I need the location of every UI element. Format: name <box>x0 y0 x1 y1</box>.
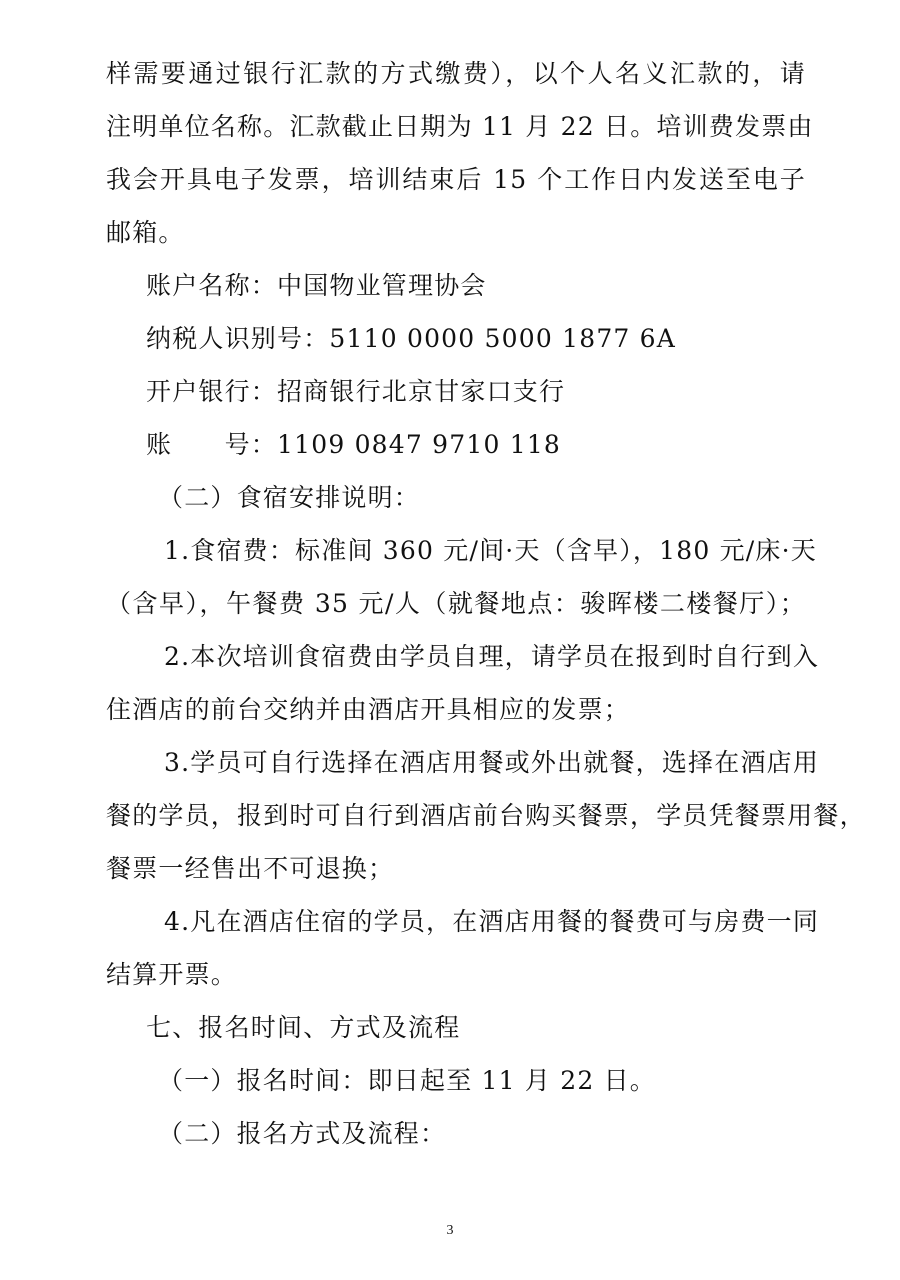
item-4-line-2: 结算开票。 <box>106 960 238 989</box>
account-number-line: 账 号：1109 0847 9710 118 <box>146 430 562 459</box>
paragraph-line-2: 注明单位名称。汇款截止日期为 11 月 22 日。培训费发票由 <box>106 112 814 141</box>
section-heading-registration: 七、报名时间、方式及流程 <box>146 1013 461 1042</box>
item-3-line-1: 3.学员可自行选择在酒店用餐或外出就餐，选择在酒店用 <box>164 748 820 777</box>
item-2-line-1: 2.本次培训食宿费由学员自理，请学员在报到时自行到入 <box>164 642 820 671</box>
account-name-line: 账户名称：中国物业管理协会 <box>146 271 487 300</box>
registration-time-line: （一）报名时间：即日起至 11 月 22 日。 <box>158 1066 657 1095</box>
paragraph-line-3: 我会开具电子发票，培训结束后 15 个工作日内发送至电子 <box>106 165 806 194</box>
tax-id-line: 纳税人识别号：5110 0000 5000 1877 6A <box>146 324 677 353</box>
paragraph-line-4: 邮箱。 <box>106 218 185 247</box>
item-2-line-2: 住酒店的前台交纳并由酒店开具相应的发票； <box>106 695 631 724</box>
item-3-line-2: 餐的学员，报到时可自行到酒店前台购买餐票，学员凭餐票用餐， <box>106 801 866 830</box>
registration-method-line: （二）报名方式及流程： <box>158 1119 447 1148</box>
bank-line: 开户银行：招商银行北京甘家口支行 <box>146 377 566 406</box>
item-3-line-3: 餐票一经售出不可退换； <box>106 854 395 883</box>
section-heading-food-accommodation: （二）食宿安排说明： <box>158 483 421 512</box>
paragraph-line-1: 样需要通过银行汇款的方式缴费），以个人名义汇款的，请 <box>106 59 806 88</box>
item-1-line-1: 1.食宿费：标准间 360 元/间·天（含早），180 元/床·天 <box>164 536 817 565</box>
item-1-line-2: （含早），午餐费 35 元/人（就餐地点：骏晖楼二楼餐厅）； <box>106 589 806 618</box>
page-number: 3 <box>446 1223 454 1238</box>
item-4-line-1: 4.凡在酒店住宿的学员，在酒店用餐的餐费可与房费一同 <box>164 907 820 936</box>
